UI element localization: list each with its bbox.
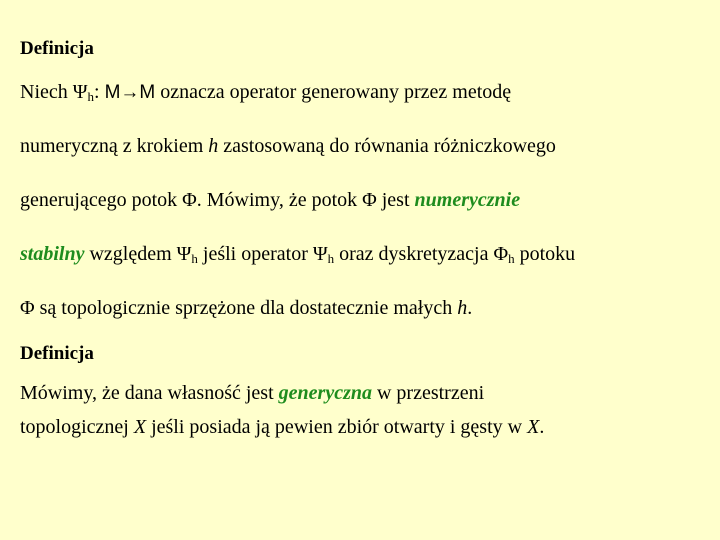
text: oraz dyskretyzacja Φ: [334, 243, 509, 265]
text: względem Ψ: [84, 243, 192, 265]
text: .: [467, 297, 473, 319]
definition-2-heading: Definicja: [20, 343, 94, 364]
step-h: h: [208, 135, 219, 157]
text: :: [94, 81, 105, 103]
definition-2: [20, 336, 710, 444]
mapping-notation: M→M: [104, 82, 156, 103]
subscript-h: h: [508, 251, 515, 266]
text: generującego potok Φ. Mówimy, że potok Φ jest: [20, 189, 415, 211]
defined-term: stabilny: [20, 243, 85, 265]
text: w przestrzeni: [371, 382, 485, 404]
definition-1-line-3: [20, 188, 710, 242]
definition-1-heading-line: [20, 36, 710, 80]
defined-term: generyczna: [278, 382, 372, 404]
definition-1-line-4: [20, 242, 710, 296]
space-X: X: [133, 416, 147, 438]
definition-1-line-1: [20, 80, 710, 134]
text: potoku: [514, 243, 576, 265]
text: Niech: [20, 81, 73, 103]
definition-1-line-2: [20, 134, 710, 188]
definition-2-heading-line: [20, 336, 710, 376]
step-h: h: [457, 297, 468, 319]
subscript-h: h: [327, 251, 335, 266]
text: jeśli operator Ψ: [197, 243, 328, 265]
text: Mówimy, że dana własność jest: [20, 382, 279, 404]
text: Φ są topologicznie sprzężone dla dostatecznie małych: [20, 297, 458, 319]
definition-1: [20, 36, 710, 350]
defined-term: numerycznie: [414, 189, 521, 211]
text: .: [539, 416, 545, 438]
text: topologicznej: [20, 416, 134, 438]
subscript-h: h: [87, 89, 95, 104]
definition-2-line-1: [20, 376, 710, 410]
space-X: X: [527, 416, 540, 438]
text: jeśli posiada ją pewien zbiór otwarty i gęsty w: [146, 416, 528, 438]
definition-2-line-2: [20, 410, 710, 444]
text: oznacza operator generowany przez metodę: [155, 81, 512, 103]
definition-1-heading: Definicja: [20, 38, 94, 59]
subscript-h: h: [191, 251, 198, 266]
psi-symbol: Ψ: [72, 81, 88, 103]
text: zastosowaną do równania różniczkowego: [218, 135, 556, 157]
text: numeryczną z krokiem: [20, 135, 209, 157]
